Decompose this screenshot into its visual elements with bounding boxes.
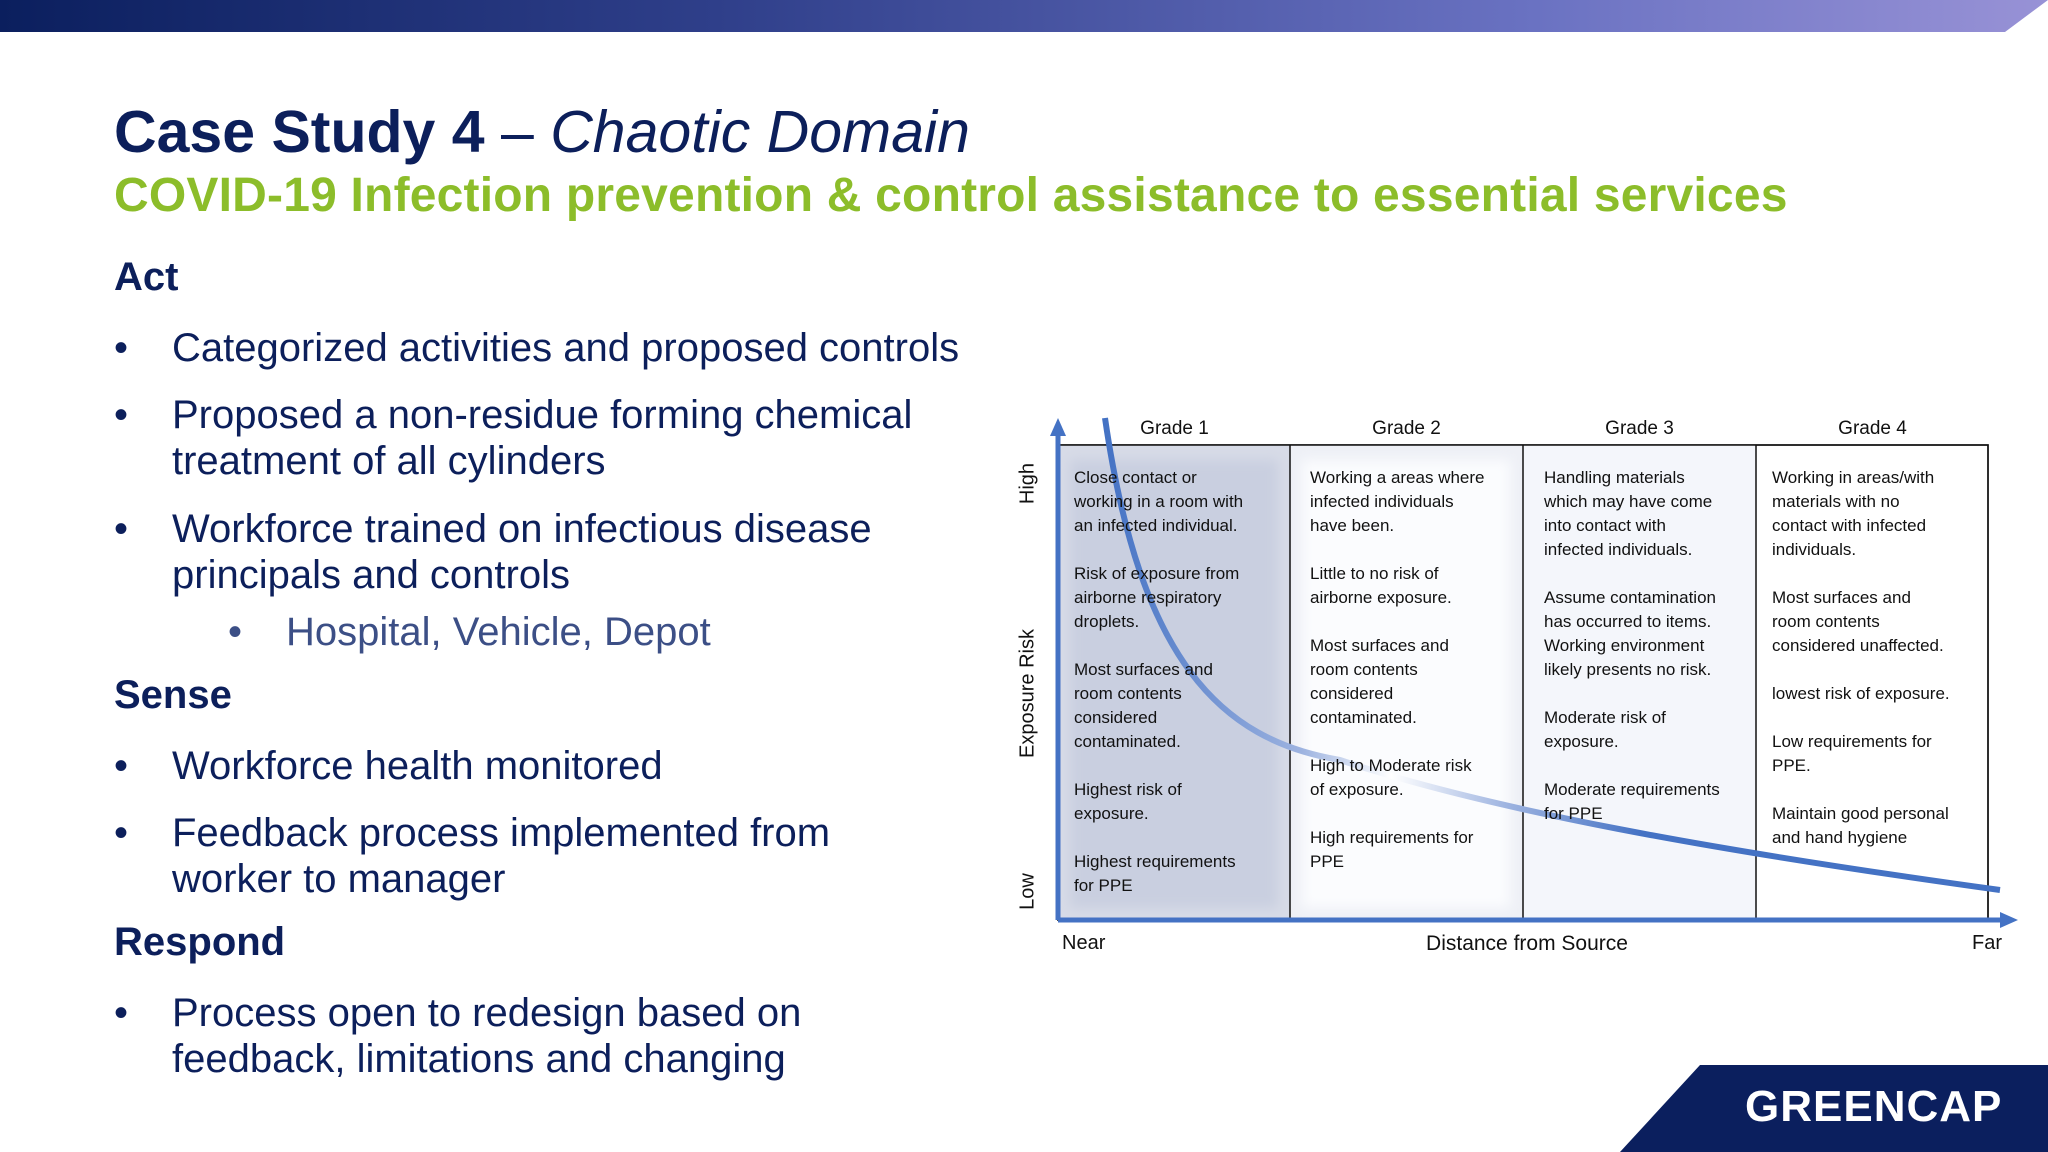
grade-description-line [1772, 658, 1950, 682]
grade-description-line: High requirements for [1310, 828, 1474, 847]
grade-description-line [1772, 778, 1950, 802]
grade-description-line [1772, 706, 1950, 730]
grade-description-line: Low requirements for [1772, 732, 1932, 751]
section-heading-respond: Respond [114, 920, 286, 964]
grade-description-line: droplets. [1074, 612, 1140, 631]
grade-description-line: contact with infected [1772, 516, 1927, 535]
grade-description-line [1310, 730, 1485, 754]
grade-description-line [1310, 538, 1485, 562]
section-heading-act: Act [114, 255, 179, 299]
grade-description-line: lowest risk of exposure. [1772, 684, 1950, 703]
bullet-text: Process open to redesign based on feedback, limitations and changing [172, 991, 802, 1081]
grade-description-line: has occurred to items. [1544, 612, 1712, 631]
x-axis-arrow [2000, 912, 2018, 928]
bullet-dot: • [114, 507, 129, 551]
grade-description-line: room contents [1772, 612, 1880, 631]
grade-description-line: contaminated. [1074, 732, 1181, 751]
bullet-dot: • [114, 326, 129, 370]
exposure-risk-diagram [1010, 410, 2020, 970]
grade-description-line: of exposure. [1310, 780, 1404, 799]
grade-description-line: Risk of exposure from [1074, 564, 1240, 583]
grade-description-line: an infected individual. [1074, 516, 1238, 535]
grade-description-line: working in a room with [1074, 492, 1244, 511]
grade-description-line: considered [1310, 684, 1394, 703]
bullet-text: Categorized activities and proposed controls [172, 326, 960, 370]
title-domain: Chaotic Domain [550, 99, 970, 165]
bullet-dot: • [114, 393, 129, 437]
title-main: Case Study 4 [114, 99, 485, 165]
grade-description-line: Working environment [1544, 636, 1705, 655]
grade-description-line: exposure. [1074, 804, 1149, 823]
grade-description-line: Little to no risk of [1310, 564, 1439, 583]
sub-bullet-text: Hospital, Vehicle, Depot [286, 610, 711, 654]
grade-label: Grade 2 [1372, 418, 1441, 439]
grade-description-line: room contents [1310, 660, 1418, 679]
grade-description-line: Highest requirements [1074, 852, 1236, 871]
grade-description [1772, 466, 1950, 850]
sub-bullet-dot: • [228, 610, 243, 654]
grade-description-line [1544, 562, 1720, 586]
grade-description-line: airborne respiratory [1074, 588, 1222, 607]
bullet-text: Proposed a non-residue forming chemical treatment of all cylinders [172, 393, 913, 483]
grade-description-line: room contents [1074, 684, 1182, 703]
grade-description-line: High to Moderate risk [1310, 756, 1472, 775]
grade-description-line: Close contact or [1074, 468, 1197, 487]
grade-description-line [1310, 610, 1485, 634]
grade-description-line: and hand hygiene [1772, 828, 1908, 847]
grade-description-line: contaminated. [1310, 708, 1417, 727]
grade-description-line: Working a areas where [1310, 468, 1485, 487]
bullet-dot: • [114, 744, 129, 788]
bullet-text: Workforce trained on infectious disease principals and controls [172, 507, 872, 597]
grade-description-line: for PPE [1074, 876, 1133, 895]
grade-description-line: considered [1074, 708, 1158, 727]
grade-description-line [1074, 826, 1243, 850]
bullet-text: Workforce health monitored [172, 744, 663, 788]
y-axis-low-label: Low [1016, 873, 1039, 910]
grade-description [1544, 466, 1720, 826]
grade-description-line: materials with no [1772, 492, 1900, 511]
grade-description-line: PPE [1310, 852, 1345, 871]
grade-description-line: Moderate risk of [1544, 708, 1666, 727]
grade-description-line: airborne exposure. [1310, 588, 1452, 607]
grade-description-line: individuals. [1772, 540, 1857, 559]
grade-description [1310, 466, 1485, 874]
bullet-dot: • [114, 991, 129, 1035]
grade-description-line: PPE. [1772, 756, 1811, 775]
grade-description-line: Assume contamination [1544, 588, 1716, 607]
grade-description-line: Highest risk of [1074, 780, 1182, 799]
grade-label: Grade 1 [1140, 418, 1209, 439]
grade-label: Grade 3 [1605, 418, 1674, 439]
title-dash: – [500, 99, 534, 165]
grade-description-line: infected individuals [1310, 492, 1454, 511]
x-axis-near-label: Near [1062, 932, 1106, 954]
top-gradient-bar [0, 0, 2048, 32]
grade-description-line [1074, 634, 1243, 658]
grade-description-line [1772, 562, 1950, 586]
grade-description-line: Working in areas/with [1772, 468, 1935, 487]
grade-description-line: have been. [1310, 516, 1395, 535]
grade-description-line: likely presents no risk. [1544, 660, 1712, 679]
x-axis-far-label: Far [1972, 932, 2002, 954]
grade-description-line [1544, 682, 1720, 706]
grade-description [1074, 466, 1243, 898]
bullet-dot: • [114, 811, 129, 855]
page-title [114, 98, 970, 166]
grade-description-line: Most surfaces and [1310, 636, 1449, 655]
grade-description-line: into contact with [1544, 516, 1666, 535]
grade-description-line: considered unaffected. [1772, 636, 1944, 655]
page-subtitle: COVID-19 Infection prevention & control assistance to essential services [114, 169, 1788, 222]
grade-description-line [1310, 802, 1485, 826]
grade-description-line: exposure. [1544, 732, 1619, 751]
grade-description-line: infected individuals. [1544, 540, 1693, 559]
grade-description-line: Handling materials [1544, 468, 1685, 487]
y-axis-high-label: High [1016, 462, 1039, 505]
grade-description-line: Most surfaces and [1772, 588, 1911, 607]
grade-description-line: Maintain good personal [1772, 804, 1949, 823]
bullet-text: Feedback process implemented from worker to manager [172, 811, 831, 901]
grade-description-line: Moderate requirements [1544, 780, 1720, 799]
grade-description-line: which may have come [1544, 492, 1713, 511]
x-axis-title: Distance from Source [1426, 932, 1628, 955]
y-axis-title: Exposure Risk [1016, 629, 1039, 758]
grade-description-line: for PPE [1544, 804, 1603, 823]
grade-description-line: Most surfaces and [1074, 660, 1213, 679]
greencap-logo: GREENCAP [1745, 1082, 2003, 1131]
section-heading-sense: Sense [114, 673, 232, 717]
grade-description-line [1074, 538, 1243, 562]
grade-label: Grade 4 [1838, 418, 1907, 439]
grade-description-line [1074, 754, 1243, 778]
grade-description-line [1544, 754, 1720, 778]
